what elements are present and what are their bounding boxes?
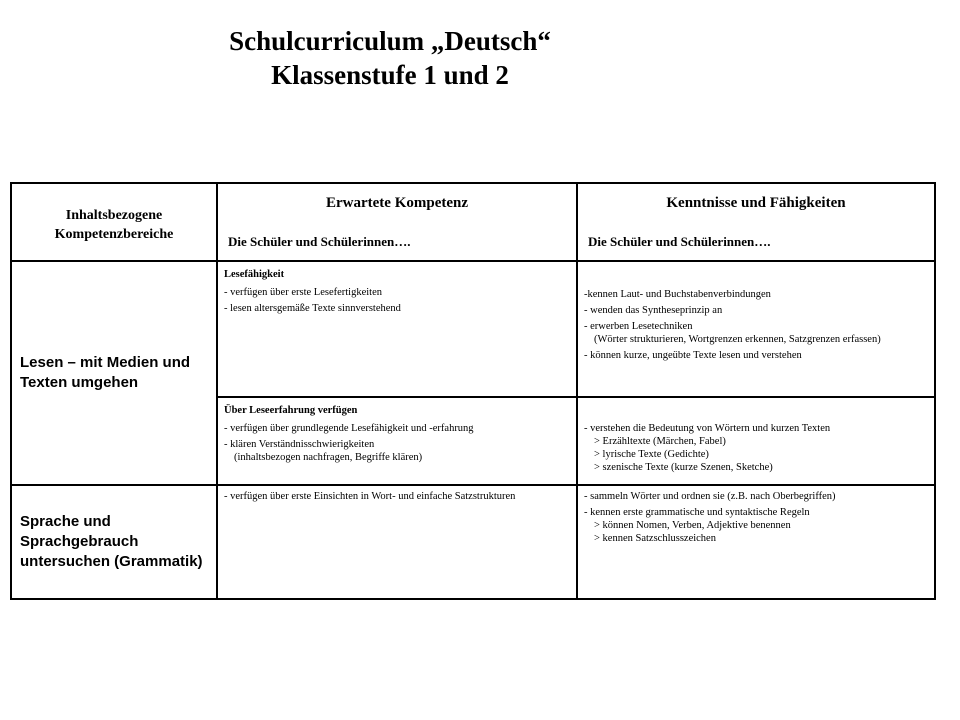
title-line-1: Schulcurriculum „Deutsch“ bbox=[229, 26, 551, 56]
header-skills-title: Kenntnisse und Fähigkeiten bbox=[666, 195, 846, 211]
curriculum-table bbox=[10, 182, 936, 600]
header-expected bbox=[217, 183, 577, 261]
list-item: - verstehen die Bedeutung von Wörtern und kurzen Texten bbox=[584, 423, 831, 434]
header-expected-title: Erwartete Kompetenz bbox=[325, 195, 469, 211]
list-item: - kennen erste grammatische und syntaktische Regeln bbox=[584, 507, 810, 518]
list-item: - verfügen über erste Einsichten in Wort- und einfache Satzstrukturen bbox=[224, 491, 516, 502]
expected-cell bbox=[217, 397, 577, 485]
header-area bbox=[11, 183, 217, 261]
area-label: Sprache und Sprachgebrauch untersuchen (Grammatik) bbox=[20, 513, 203, 570]
list-item: (Wörter strukturieren, Wortgrenzen erkennen, Satzgrenzen erfassen) bbox=[594, 334, 881, 345]
list-item: - lesen altersgemäße Texte sinnverstehend bbox=[224, 303, 401, 314]
list-item: - sammeln Wörter und ordnen sie (z.B. nach Oberbegriffen) bbox=[584, 491, 836, 502]
list-item: > Erzähltexte (Märchen, Fabel) bbox=[594, 436, 726, 447]
table-row bbox=[11, 261, 935, 397]
header-row bbox=[11, 183, 935, 261]
header-expected-sub: Die Schüler und Schülerinnen…. bbox=[228, 234, 411, 249]
list-item: -kennen Laut- und Buchstabenverbindungen bbox=[584, 289, 771, 300]
list-item: > lyrische Texte (Gedichte) bbox=[594, 449, 709, 460]
document-title bbox=[0, 24, 780, 92]
list-item: - verfügen über erste Lesefertigkeiten bbox=[224, 287, 383, 298]
list-item: - verfügen über grundlegende Lesefähigkeit und -erfahrung bbox=[224, 423, 474, 434]
list-item: (inhaltsbezogen nachfragen, Begriffe klären) bbox=[234, 452, 423, 463]
header-area-label: Inhaltsbezogene Kompetenzbereiche bbox=[54, 208, 174, 242]
area-label: Lesen – mit Medien und Texten umgehen bbox=[20, 354, 191, 391]
list-item: > können Nomen, Verben, Adjektive benennen bbox=[594, 520, 791, 531]
skills-cell bbox=[577, 485, 935, 599]
list-item: - wenden das Syntheseprinzip an bbox=[584, 305, 723, 316]
list-item: - erwerben Lesetechniken bbox=[584, 321, 693, 332]
header-skills bbox=[577, 183, 935, 261]
header-skills-sub: Die Schüler und Schülerinnen…. bbox=[588, 234, 771, 249]
list-item: > szenische Texte (kurze Szenen, Sketche) bbox=[594, 462, 773, 473]
expected-heading: Über Leseerfahrung verfügen bbox=[224, 405, 358, 416]
area-cell-sprache bbox=[11, 485, 217, 599]
expected-cell bbox=[217, 485, 577, 599]
title-line-2: Klassenstufe 1 und 2 bbox=[271, 60, 509, 90]
list-item: - klären Verständnisschwierigkeiten bbox=[224, 439, 375, 450]
list-item: > kennen Satzschlusszeichen bbox=[594, 533, 716, 544]
expected-cell bbox=[217, 261, 577, 397]
area-cell-lesen bbox=[11, 261, 217, 485]
table-row bbox=[11, 485, 935, 599]
skills-cell bbox=[577, 397, 935, 485]
skills-cell bbox=[577, 261, 935, 397]
list-item: - können kurze, ungeübte Texte lesen und verstehen bbox=[584, 350, 802, 361]
expected-heading: Lesefähigkeit bbox=[224, 269, 285, 280]
